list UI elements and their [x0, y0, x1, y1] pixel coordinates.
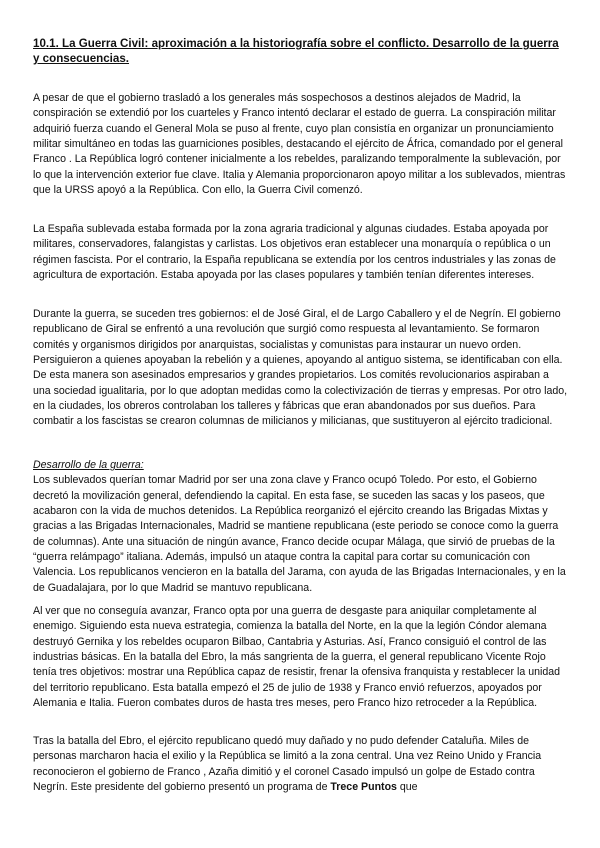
paragraph-end-of-war	[33, 734, 569, 795]
war-development-section	[33, 458, 569, 596]
section-subheading: Desarrollo de la guerra:	[33, 459, 144, 471]
paragraph-two-spains: La España sublevada estaba formada por la zona agraria tradicional y algunas ciudades. Estaba apoyada por militares, conservadores, falangistas y carlistas. Los objetivos eran establecer una monarquía o república o un régimen fascista. Por el contrario, la España republicana se extendía por los centros industriales y las zonas de agricultura de exportación. Estaba apoyada por las clases populares y también tenían diferentes intereses.	[33, 223, 556, 282]
paragraph-end-tail: que	[396, 781, 418, 794]
paragraph-war-development: Los sublevados querían tomar Madrid por ser una zona clave y Franco ocupó Toledo. Por esto, el Gobierno decretó la movilización general, defendiendo la capital. En esta fase, se suceden las sacas y los paseos, que acabaron con la vida de muchos detenidos. La República reorganizó el ejército creando las Brigadas Mixtas y gracias a las Brigadas Internacionales, Madrid se mantiene republicana (este periodo se conoce como la guerra de columnas). Ante una situación de ningún avance, Franco decide ocupar Málaga, que sirvió de pruebas de la “guerra relámpago” italiana. Además, impulsó un ataque contra la capital para cortar su comunicación con Valencia. Los republicanos vencieron en la batalla del Jarama, con ayuda de las Brigadas Internacionales, y en la de Guadalajara, por lo que Madrid se mantuvo republicana.	[33, 474, 566, 594]
paragraph-conspiracy: A pesar de que el gobierno trasladó a los generales más sospechosos a destinos alejados de Madrid, la conspiración se extendió por los cuarteles y Franco intentó declarar el estado de guerra. La conspiración militar adquirió fuerza cuando el General Mola se puso al frente, cuyo plan consistía en organizar un pronunciamiento militar simultáneo en todas las guarniciones posibles, destacando el ejército de África, comandado por el general Franco . La República logró contener inicialmente a los rebeldes, paralizando temporalmente la sublevación, por lo que la intervención exterior fue clave. Italia y Alemania proporcionaron apoyo militar a los sublevados, mientras que la URSS apoyó a la República. Con ello, la Guerra Civil comenzó.	[33, 92, 566, 197]
paragraph-end-text: Tras la batalla del Ebro, el ejército republicano quedó muy dañado y no pudo defender Cataluña. Miles de personas marcharon hacia el exilio y la República se limitó a la zona central. Una vez Reino Unido y Francia reconocieron el gobierno de Franco , Azaña dimitió y el coronel Casado impulsó un golpe de Estado contra Negrín. Este presidente del gobierno presentó un programa de	[33, 735, 542, 794]
paragraph-governments: Durante la guerra, se suceden tres gobiernos: el de José Giral, el de Largo Caballero y el de Negrín. El gobierno republicano de Giral se enfrentó a una revolución que surgió como respuesta al levantamiento. Se formaron comités y organismos dirigidos por anarquistas, socialistas y comunistas para instaurar un nuevo orden. Persiguieron a quienes apoyaban la rebelión y a quienes, apoyando al antiguo sistema, se identificaban con ella. De esta manera son asesinados empresarios y grandes propietarios. Los comités revolucionarios aspiraban a una sociedad igualitaria, por lo que adoptan medidas como la colectivización de tierras y empresas. Por otro lado, en la ciudades, los obreros controlaban los talleres y fábricas que eran abandonados por sus dueños. Para combatir a los fascistas se crearon columnas de milicianos y milicianas, que sustituyeron al ejército tradicional.	[33, 308, 568, 428]
paragraph-attrition-war: Al ver que no conseguía avanzar, Franco opta por una guerra de desgaste para aniquilar completamente al enemigo. Siguiendo esta nueva estrategia, comienza la batalla del Norte, en la que la legión Cóndor alemana destruyó Gernika y los rebeldes ocuparon Bilbao, Cantabria y Asturias. Así, Franco consiguió el control de las industrias básicas. En la batalla del Ebro, la más sangrienta de la guerra, el general republicano Vicente Rojo tenía tres objetivos: mostrar una República capaz de resistir, frenar la ofensiva franquista y restablecer la unidad del territorio republicano. Esta batalla empezó el 25 de julio de 1938 y Franco envió refuerzos, apoyados por Alemania e Italia. Fueron combates duros de hasta tres meses, pero Franco hizo retroceder a la República.	[33, 605, 561, 710]
trece-puntos-bold: Trece Puntos	[330, 781, 397, 794]
document-title: 10.1. La Guerra Civil: aproximación a la historiografía sobre el conflicto. Desarrollo de la guerra y consecuencias.	[33, 37, 559, 65]
